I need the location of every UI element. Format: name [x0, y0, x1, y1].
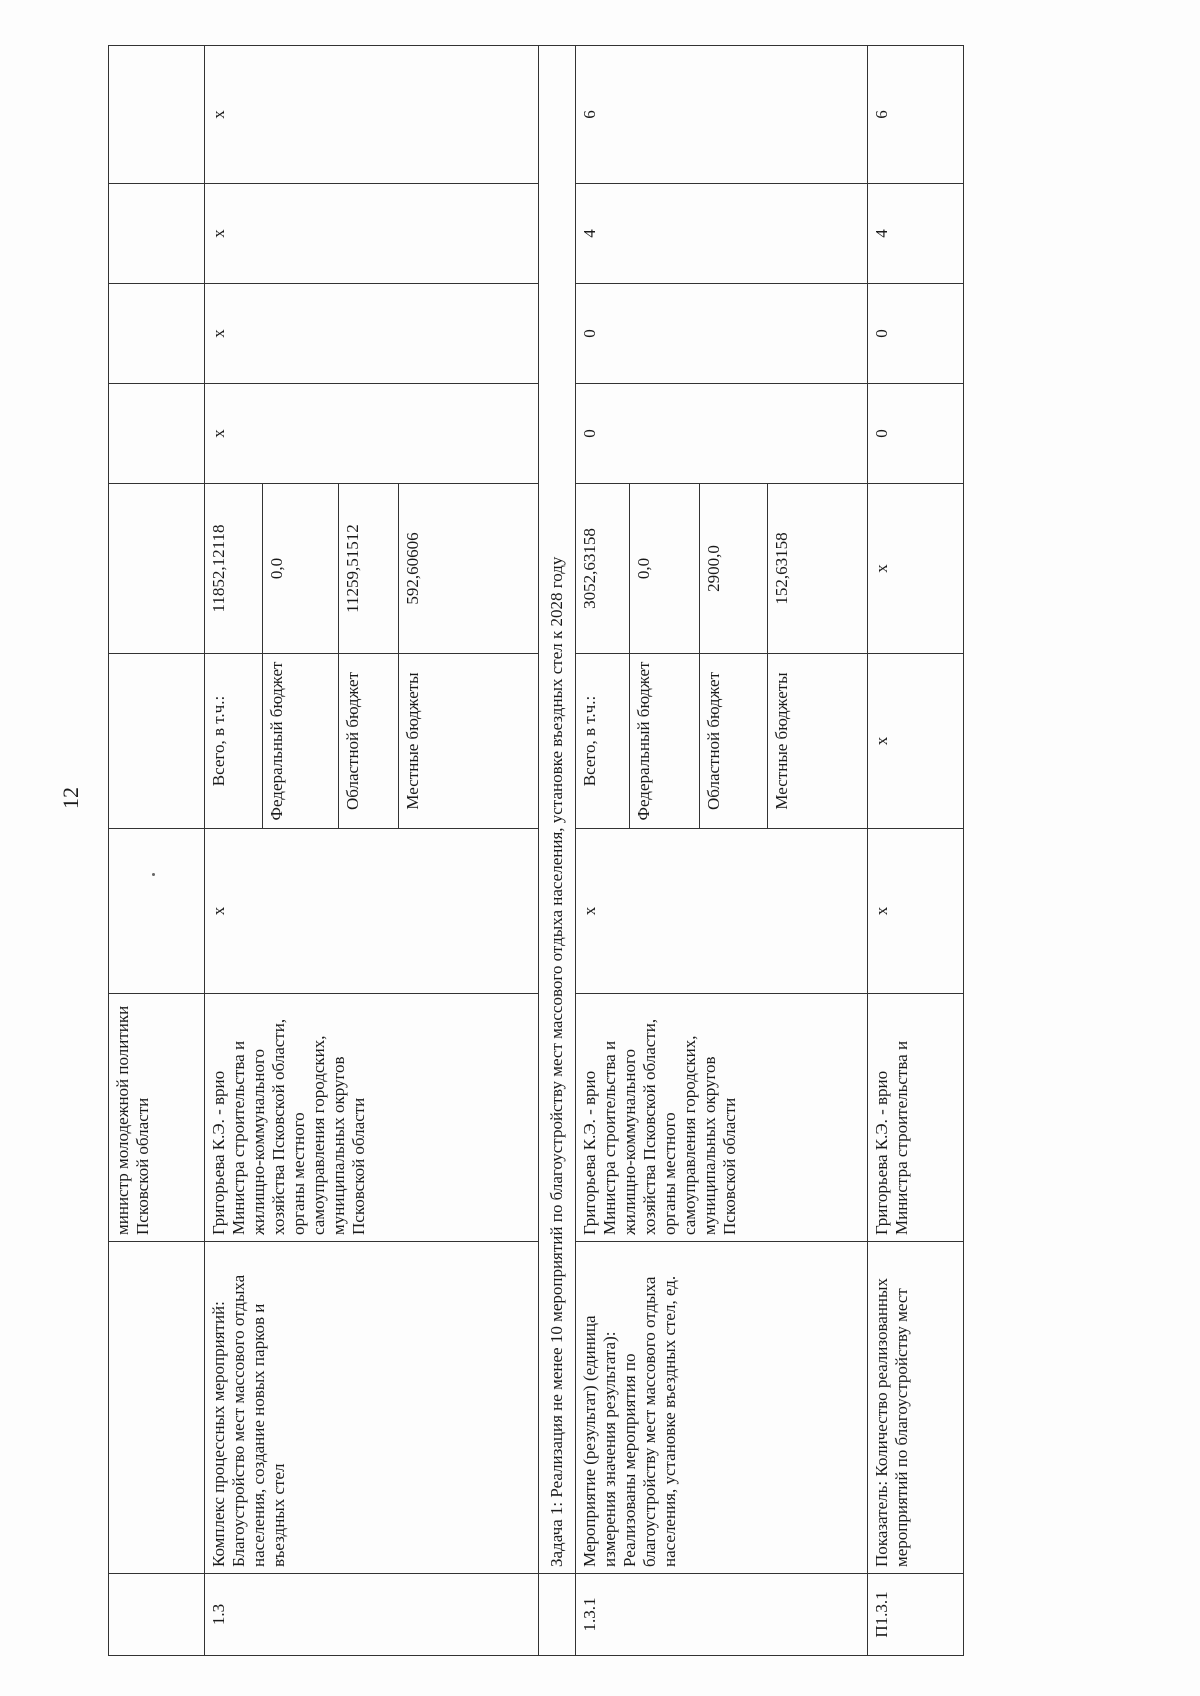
program-table [108, 45, 964, 1656]
source-federal: Федеральный бюджет [630, 654, 700, 829]
scan-speck [152, 873, 155, 876]
year-value-2: x [205, 284, 539, 384]
cell-empty [109, 1242, 205, 1574]
row-number: П1.3.1 [868, 1574, 964, 1656]
value-local: 592,60606 [399, 484, 539, 654]
source-local: Местные бюджеты [768, 654, 868, 829]
table-row-indicator [868, 46, 964, 1656]
task-text: Задача 1: Реализация не менее 10 мероприятий по благоустройству мест массового отдыха населения, установке въездных стел к 2028 году [539, 46, 576, 1574]
measure-name: Комплекс процессных мероприятий: Благоустройство мест массового отдыха населения, создание новых парков и въездных стел [205, 1242, 539, 1574]
amount-value: x [868, 484, 964, 654]
cell-empty [109, 384, 205, 484]
row-number: 1.3 [205, 1574, 539, 1656]
cell-empty [109, 654, 205, 829]
cell-empty [109, 829, 205, 994]
value-total: 11852,12118 [205, 484, 263, 654]
year-value-1: 0 [576, 384, 868, 484]
value-federal: 0,0 [630, 484, 700, 654]
measure-name: Мероприятие (результат) (единица измерения значения результата): Реализованы мероприятия по благоустройству мест массового отдыха населения, установке въездных стел, ед. [576, 1242, 868, 1574]
period-value: x [205, 829, 539, 994]
cell-empty [109, 46, 205, 184]
table-row-1-3-1 [576, 46, 630, 1656]
cell-empty [109, 184, 205, 284]
source-local: Местные бюджеты [399, 654, 539, 829]
year-value-3: 4 [576, 184, 868, 284]
year-value-4: 6 [576, 46, 868, 184]
year-value-1: 0 [868, 384, 964, 484]
cell-empty [539, 1574, 576, 1656]
indicator-name: Показатель: Количество реализованных мероприятий по благоустройству мест [868, 1242, 964, 1574]
value-federal: 0,0 [263, 484, 339, 654]
source-total: Всего, в т.ч.: [205, 654, 263, 829]
cell-responsible: министр молодежной политики Псковской области [109, 994, 205, 1242]
value-total: 3052,63158 [576, 484, 630, 654]
year-value-3: x [205, 184, 539, 284]
page-number: 12 [58, 787, 83, 809]
year-value-2: 0 [868, 284, 964, 384]
table-row-task [539, 46, 576, 1656]
cell-empty [109, 484, 205, 654]
responsible: Григорьева К.Э. - врио Министра строительства и жилищно-коммунального хозяйства Псковской области, органы местного самоуправления городских, муниципальных округов Псковской области [576, 994, 868, 1242]
row-number: 1.3.1 [576, 1574, 868, 1656]
table-row-1-3 [205, 46, 263, 1656]
year-value-3: 4 [868, 184, 964, 284]
value-regional: 11259,51512 [339, 484, 399, 654]
table-row-continuation [109, 46, 205, 1656]
year-value-4: 6 [868, 46, 964, 184]
source-regional: Областной бюджет [339, 654, 399, 829]
responsible: Григорьева К.Э. - врио Министра строительства и жилищно-коммунального хозяйства Псковской области, органы местного самоуправления городских, муниципальных округов Псковской области [205, 994, 539, 1242]
cell-empty [109, 1574, 205, 1656]
cell-empty [109, 284, 205, 384]
period-value: x [576, 829, 868, 994]
source-value: x [868, 654, 964, 829]
year-value-4: x [205, 46, 539, 184]
value-regional: 2900,0 [700, 484, 768, 654]
responsible: Григорьева К.Э. - врио Министра строительства и [868, 994, 964, 1242]
source-federal: Федеральный бюджет [263, 654, 339, 829]
period-value: x [868, 829, 964, 994]
source-regional: Областной бюджет [700, 654, 768, 829]
value-local: 152,63158 [768, 484, 868, 654]
year-value-2: 0 [576, 284, 868, 384]
source-total: Всего, в т.ч.: [576, 654, 630, 829]
year-value-1: x [205, 384, 539, 484]
